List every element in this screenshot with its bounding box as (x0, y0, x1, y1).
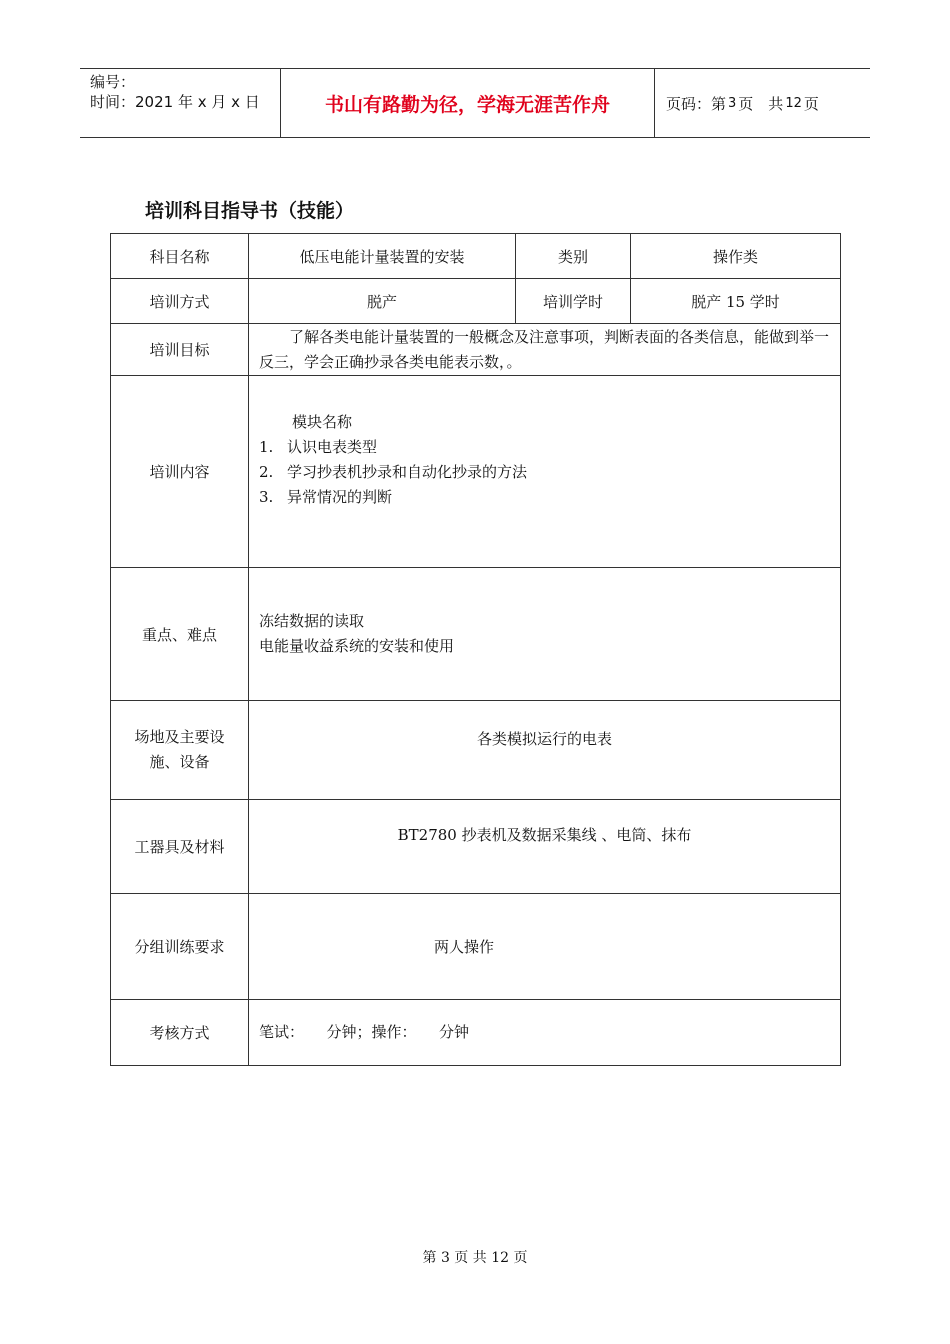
list-item: 2. 学习抄表机抄录和自动化抄录的方法 (259, 463, 528, 481)
hours-value: 脱产 15 学时 (631, 279, 841, 324)
document-number-label: 编号： (90, 73, 136, 91)
content-list (259, 435, 830, 510)
document-time: 时间：2021 年 x 月 x 日 (90, 93, 260, 111)
table-row (111, 1000, 841, 1066)
method-value: 脱产 (249, 279, 516, 324)
subject-value: 低压电能计量装置的安装 (249, 234, 516, 279)
page-footer: 第 3 页 共 12 页 (422, 1250, 528, 1266)
table-row (111, 279, 841, 324)
list-item: 1. 认识电表类型 (259, 438, 378, 456)
subject-label: 科目名称 (111, 234, 249, 279)
group-value: 两人操作 (249, 894, 841, 1000)
key-point-1: 冻结数据的读取 (259, 612, 365, 630)
table-row (111, 894, 841, 1000)
key-points-cell (249, 568, 841, 701)
table-row (111, 324, 841, 376)
table-row (111, 234, 841, 279)
page-mid: 页 共 (738, 94, 784, 113)
header-page-info (654, 69, 870, 137)
hours-label: 培训学时 (516, 279, 631, 324)
venue-value: 各类模拟运行的电表 (249, 701, 841, 800)
goal-label: 培训目标 (111, 324, 249, 376)
exam-label: 考核方式 (111, 1000, 249, 1066)
category-label: 类别 (516, 234, 631, 279)
key-point-2: 电能量收益系统的安装和使用 (259, 637, 455, 655)
goal-value: 了解各类电能计量装置的一般概念及注意事项，判断表面的各类信息，能做到举一反三，学会正确抄录各类电能表示数，。 (249, 324, 841, 376)
page-suffix: 页 (803, 94, 819, 113)
tools-value: BT2780 抄表机及数据采集线 、电筒、抹布 (249, 800, 841, 894)
table-row (111, 376, 841, 568)
header-motto: 书山有路勤为径，学海无涯苦作舟 (281, 69, 655, 137)
method-label: 培训方式 (111, 279, 249, 324)
page-current: 3 (728, 95, 737, 111)
list-item: 3. 异常情况的判断 (259, 488, 393, 506)
table-row (111, 800, 841, 894)
header-meta (80, 69, 281, 137)
content-cell (249, 376, 841, 568)
tools-label: 工器具及材料 (111, 800, 249, 894)
key-points-label: 重点、难点 (111, 568, 249, 701)
training-guide-table (110, 233, 841, 1066)
venue-label: 场地及主要设 施、设备 (111, 701, 249, 800)
group-label: 分组训练要求 (111, 894, 249, 1000)
table-row (111, 701, 841, 800)
document-title: 培训科目指导书（技能） (145, 200, 355, 222)
page-prefix: 页码：第 (666, 94, 727, 113)
page-header (80, 68, 870, 138)
page-total: 12 (785, 95, 802, 111)
content-heading: 模块名称 (292, 413, 353, 431)
content-label: 培训内容 (111, 376, 249, 568)
category-value: 操作类 (631, 234, 841, 279)
table-row (111, 568, 841, 701)
exam-value: 笔试： 分钟；操作： 分钟 (249, 1000, 841, 1066)
